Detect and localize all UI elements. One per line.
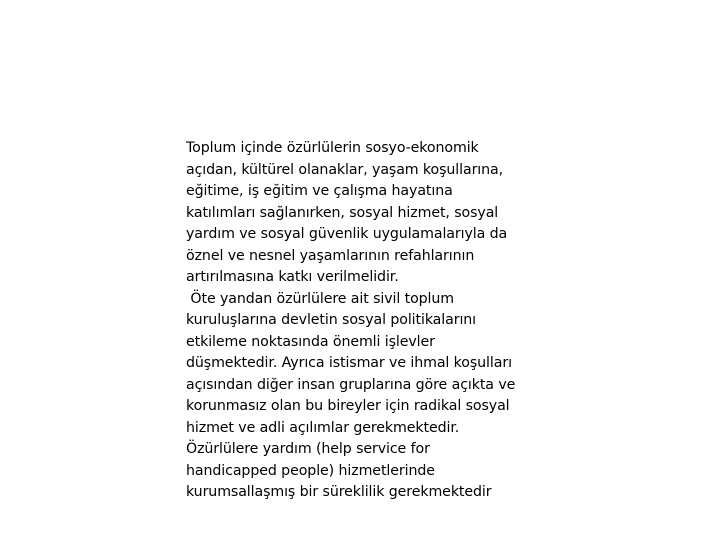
- text-line: korunmasız olan bu bireyler için radikal sosyal: [186, 398, 510, 414]
- text-line: artırılmasına katkı verilmelidir.: [186, 269, 399, 285]
- text-line: etkileme noktasında önemli işlevler: [186, 333, 435, 350]
- text-line: Özürlülere yardım (help service for: [186, 441, 430, 457]
- text-line: yardım ve sosyal güvenlik uygulamalarıyla da: [186, 226, 508, 242]
- text-line: kuruluşlarına devletin sosyal politikalarını: [186, 312, 477, 328]
- text-line: eğitime, iş eğitim ve çalışma hayatına: [186, 183, 453, 199]
- text-line: Toplum içinde özürlülerin sosyo-ekonomik: [186, 140, 479, 156]
- text-line: düşmektedir. Ayrıca istismar ve ihmal koşulları: [186, 355, 512, 371]
- text-line: katılımları sağlanırken, sosyal hizmet, sosyal: [186, 204, 499, 221]
- text-line: Öte yandan özürlülere ait sivil toplum: [186, 290, 455, 307]
- text-line: öznel ve nesnel yaşamlarının refahlarının: [186, 247, 475, 264]
- text-line: hizmet ve adli açılımlar gerekmektedir.: [186, 419, 460, 436]
- text-line: kurumsallaşmış bir süreklilik gerekmektedir: [186, 484, 492, 500]
- body-text: [186, 138, 546, 504]
- text-line: handicapped people) hizmetlerinde: [186, 462, 435, 479]
- text-line: açıdan, kültürel olanaklar, yaşam koşullarına,: [186, 161, 504, 178]
- text-line: açısından diğer insan gruplarına göre açıkta ve: [186, 376, 516, 393]
